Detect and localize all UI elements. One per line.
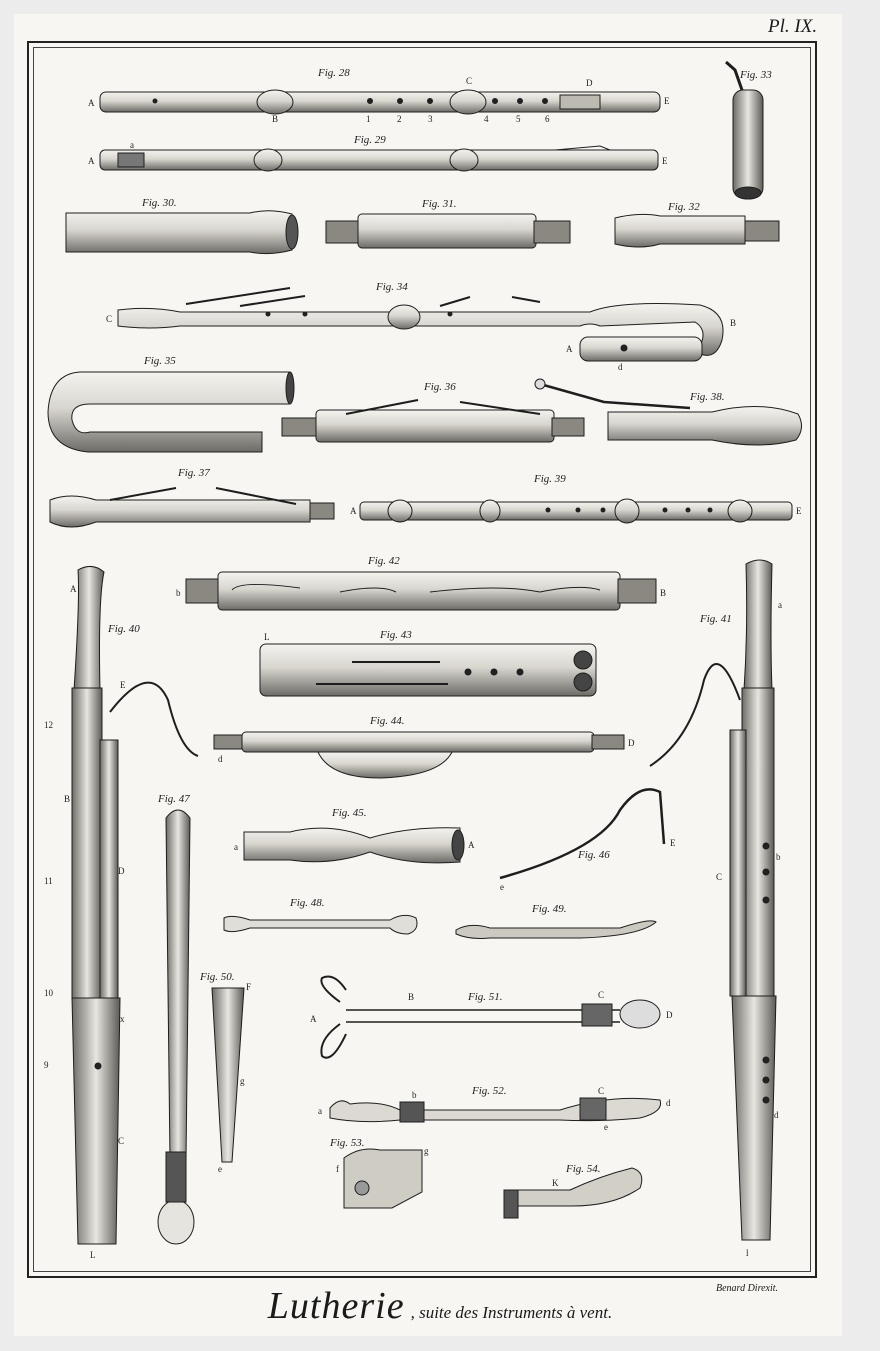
ref-letter: C — [106, 314, 113, 324]
ref-letter: b — [776, 852, 781, 862]
ref-letter: E — [796, 506, 802, 516]
figure-47-rod — [158, 810, 194, 1244]
ref-number: 5 — [516, 114, 521, 124]
figure-30-head-joint — [66, 211, 298, 254]
ref-letter: g — [424, 1146, 429, 1156]
figure-33-caption: Fig. 33 — [740, 69, 772, 81]
ref-letter: E — [664, 96, 670, 106]
ref-letter: a — [130, 140, 134, 150]
ref-letter: K — [552, 1178, 559, 1188]
figure-53-bracket — [344, 1149, 422, 1208]
figure-39-oboe — [360, 499, 792, 523]
ref-letter: B — [408, 992, 415, 1002]
figure-54-caption: Fig. 54. — [566, 1163, 601, 1175]
figure-41-bassoon — [650, 560, 776, 1240]
ref-letter: L — [90, 1250, 96, 1260]
ref-letter: E — [662, 156, 668, 166]
ref-letter: A — [88, 156, 95, 166]
plate-number: Pl. IX. — [768, 16, 818, 37]
figure-45-bell — [244, 828, 464, 863]
figure-51-caption: Fig. 51. — [468, 991, 503, 1003]
figure-51-key — [321, 977, 660, 1058]
ref-letter: l — [746, 1248, 749, 1258]
ref-letter: e — [500, 882, 504, 892]
figure-35-caption: Fig. 35 — [144, 355, 176, 367]
figure-31-middle-joint — [326, 214, 570, 248]
figure-38-caption: Fig. 38. — [690, 391, 725, 403]
figure-36-joint — [282, 400, 584, 442]
figure-48-key — [224, 915, 417, 934]
figure-42-joint — [186, 572, 656, 610]
figure-44-caption: Fig. 44. — [370, 715, 405, 727]
figure-40-caption: Fig. 40 — [108, 623, 140, 635]
ref-number: 12 — [44, 720, 53, 730]
figure-49-key — [456, 921, 656, 939]
figure-43-caption: Fig. 43 — [380, 629, 412, 641]
figure-37-joint — [50, 488, 334, 527]
figure-53-caption: Fig. 53. — [330, 1137, 365, 1149]
ref-letter: b — [412, 1090, 417, 1100]
figure-46-caption: Fig. 46 — [578, 849, 610, 861]
ref-letter: E — [670, 838, 676, 848]
ref-letter: a — [234, 842, 238, 852]
figure-35-butt-joint — [48, 372, 294, 452]
ref-letter: E — [120, 680, 126, 690]
figure-43-joint — [260, 644, 596, 696]
ref-letter: A — [88, 98, 95, 108]
figure-28-caption: Fig. 28 — [318, 67, 350, 79]
ref-letter: d — [218, 754, 223, 764]
ref-letter: e — [604, 1122, 608, 1132]
ref-letter: B — [64, 794, 71, 804]
figure-30-caption: Fig. 30. — [142, 197, 177, 209]
ref-number: 6 — [545, 114, 550, 124]
figure-44-joint — [214, 732, 624, 778]
ref-letter: a — [778, 600, 782, 610]
ref-letter: D — [666, 1010, 673, 1020]
figure-37-caption: Fig. 37 — [178, 467, 210, 479]
figure-50-caption: Fig. 50. — [200, 971, 235, 983]
ref-letter: A — [70, 584, 77, 594]
ref-number: 2 — [397, 114, 402, 124]
plate-title-sub: , suite des Instruments à vent. — [410, 1303, 613, 1322]
figure-46-bocal — [500, 789, 664, 878]
ref-letter: D — [586, 78, 593, 88]
plate-title-main: Lutherie — [267, 1285, 405, 1327]
figure-41-caption: Fig. 41 — [700, 613, 732, 625]
ref-letter: F — [246, 982, 252, 992]
figure-29-flute — [100, 146, 658, 171]
figure-29-caption: Fig. 29 — [354, 134, 386, 146]
ref-number: 9 — [44, 1060, 49, 1070]
ref-letter: d — [618, 362, 623, 372]
figure-34-caption: Fig. 34 — [376, 281, 408, 293]
engraver-credit: Benard Direxit. — [716, 1283, 779, 1294]
ref-letter: e — [218, 1164, 222, 1174]
figure-47-caption: Fig. 47 — [158, 793, 190, 805]
ref-letter: A — [566, 344, 573, 354]
ref-letter: A — [468, 840, 475, 850]
figure-54-key — [504, 1168, 642, 1218]
ref-letter: C — [716, 872, 723, 882]
ref-letter: D — [118, 866, 125, 876]
ref-letter: C — [598, 1086, 605, 1096]
figure-36-caption: Fig. 36 — [424, 381, 456, 393]
ref-number: 3 — [428, 114, 433, 124]
ref-number: 1 — [366, 114, 371, 124]
ref-letter: B — [272, 114, 279, 124]
ref-letter: L — [264, 632, 270, 642]
figure-28-flute — [100, 90, 660, 114]
ref-letter: d — [774, 1110, 779, 1120]
figure-52-key — [330, 1098, 661, 1122]
figure-33-cap — [726, 62, 763, 199]
ref-letter: x — [120, 1014, 125, 1024]
ref-letter: a — [318, 1106, 322, 1116]
figure-49-caption: Fig. 49. — [532, 903, 567, 915]
ref-letter: C — [466, 76, 473, 86]
figure-45-caption: Fig. 45. — [332, 807, 367, 819]
ref-letter: D — [628, 738, 635, 748]
figure-48-caption: Fig. 48. — [290, 897, 325, 909]
figure-52-caption: Fig. 52. — [472, 1085, 507, 1097]
figure-32-foot-joint — [615, 214, 779, 247]
ref-letter: A — [350, 506, 357, 516]
ref-number: 11 — [44, 876, 53, 886]
ref-letter: g — [240, 1076, 245, 1086]
figure-39-caption: Fig. 39 — [534, 473, 566, 485]
ref-letter: A — [310, 1014, 317, 1024]
ref-letter: b — [176, 588, 181, 598]
figure-31-caption: Fig. 31. — [422, 198, 457, 210]
ref-letter: C — [598, 990, 605, 1000]
figure-50-reed — [212, 988, 244, 1162]
ref-letter: d — [666, 1098, 671, 1108]
ref-letter: B — [660, 588, 667, 598]
figure-32-caption: Fig. 32 — [668, 201, 700, 213]
ref-letter: B — [730, 318, 737, 328]
ref-number: 10 — [44, 988, 53, 998]
ref-letter: f — [336, 1164, 339, 1174]
ref-letter: C — [118, 1136, 125, 1146]
ref-number: 4 — [484, 114, 489, 124]
figure-34-instrument — [118, 288, 723, 361]
figure-42-caption: Fig. 42 — [368, 555, 400, 567]
plate-title — [0, 1284, 880, 1328]
